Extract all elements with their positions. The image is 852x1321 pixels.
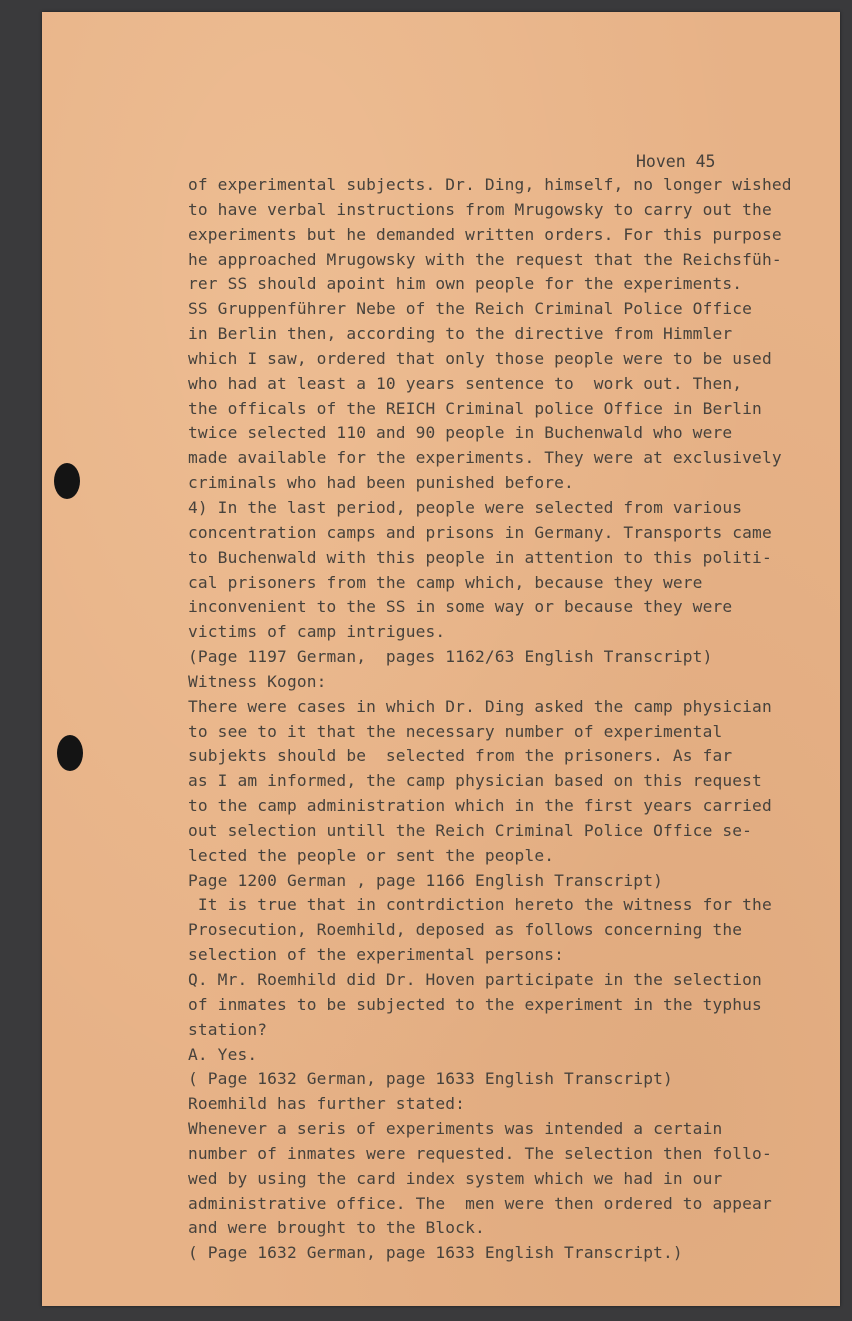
- text-line: SS Gruppenführer Nebe of the Reich Criminal Police Office: [188, 299, 753, 319]
- text-line: to see to it that the necessary number of experimental: [188, 721, 723, 741]
- text-line: who had at least a 10 years sentence to work out. Then,: [188, 373, 743, 393]
- text-line: the officals of the REICH Criminal police Office in Berlin: [188, 398, 762, 418]
- text-line: experiments but he demanded written orders. For this purpose: [188, 224, 782, 244]
- text-line: station?: [188, 1019, 268, 1039]
- text-line: inconvenient to the SS in some way or because they were: [188, 597, 733, 617]
- text-line: of inmates to be subjected to the experiment in the typhus: [188, 994, 762, 1014]
- text-line: out selection untill the Reich Criminal Police Office se-: [188, 820, 753, 840]
- text-line: Roemhild has further stated:: [188, 1094, 466, 1114]
- punch-hole: [54, 463, 80, 499]
- text-line: (Page 1197 German, pages 1162/63 English Transcript): [188, 647, 713, 667]
- text-line: victims of camp intrigues.: [188, 622, 446, 642]
- text-line: Prosecution, Roemhild, deposed as follows concerning the: [188, 920, 743, 940]
- text-line: Page 1200 German , page 1166 English Transcript): [188, 870, 663, 890]
- text-line: wed by using the card index system which we had in our: [188, 1168, 723, 1188]
- document-page: [42, 12, 840, 1306]
- text-line: concentration camps and prisons in Germany. Transports came: [188, 522, 772, 542]
- text-line: which I saw, ordered that only those people were to be used: [188, 348, 772, 368]
- text-line: rer SS should apoint him own people for the experiments.: [188, 274, 743, 294]
- text-line: twice selected 110 and 90 people in Buchenwald who were: [188, 423, 733, 443]
- text-line: to the camp administration which in the first years carried: [188, 796, 772, 816]
- text-line: selection of the experimental persons:: [188, 945, 565, 965]
- text-line: criminals who had been punished before.: [188, 473, 574, 493]
- text-line: It is true that in contrdiction hereto the witness for the: [188, 895, 772, 915]
- text-line: A. Yes.: [188, 1044, 258, 1064]
- text-line: as I am informed, the camp physician based on this request: [188, 771, 762, 791]
- text-line: subjekts should be selected from the prisoners. As far: [188, 746, 733, 766]
- text-line: Whenever a seris of experiments was intended a certain: [188, 1119, 723, 1139]
- text-line: There were cases in which Dr. Ding asked the camp physician: [188, 696, 772, 716]
- text-line: 4) In the last period, people were selected from various: [188, 497, 743, 517]
- text-line: ( Page 1632 German, page 1633 English Transcript): [188, 1069, 673, 1089]
- text-line: made available for the experiments. They were at exclusively: [188, 448, 782, 468]
- text-line: he approached Mrugowsky with the request that the Reichsfüh-: [188, 249, 782, 269]
- text-line: Witness Kogon:: [188, 671, 327, 691]
- text-line: in Berlin then, according to the directive from Himmler: [188, 324, 733, 344]
- text-line: administrative office. The men were then ordered to appear: [188, 1193, 772, 1213]
- text-line: and were brought to the Block.: [188, 1218, 485, 1238]
- text-line: number of inmates were requested. The selection then follo-: [188, 1143, 772, 1163]
- text-line: Q. Mr. Roemhild did Dr. Hoven participate in the selection: [188, 970, 762, 989]
- text-line: to have verbal instructions from Mrugowsky to carry out the: [188, 199, 772, 219]
- text-line: cal prisoners from the camp which, because they were: [188, 572, 703, 592]
- page-number: Hoven 45: [636, 152, 716, 171]
- text-line: lected the people or sent the people.: [188, 845, 555, 865]
- text-line: of experimental subjects. Dr. Ding, himself, no longer wished: [188, 175, 792, 194]
- text-line: ( Page 1632 German, page 1633 English Transcript.): [188, 1243, 683, 1263]
- body-text: [188, 173, 828, 1266]
- text-line: to Buchenwald with this people in attention to this politi-: [188, 547, 772, 567]
- punch-hole: [57, 735, 83, 771]
